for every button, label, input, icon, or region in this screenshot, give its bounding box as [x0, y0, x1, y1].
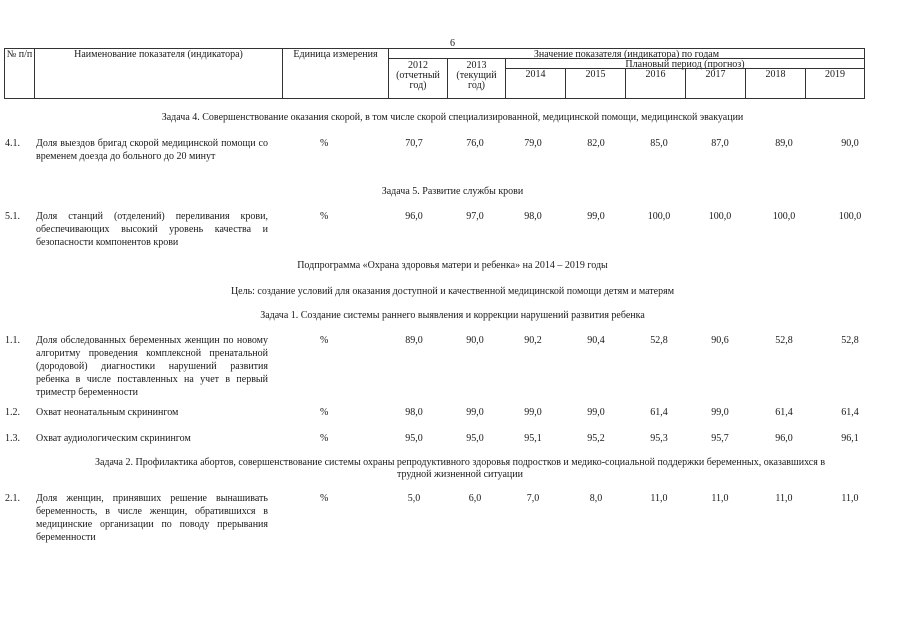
value-2018: 100,0 [772, 211, 796, 222]
header-values-title: Значение показателя (индикатора) по годам [388, 48, 865, 59]
value-2015: 8,0 [589, 493, 603, 504]
row-unit: % [320, 211, 329, 222]
value-2012: 89,0 [405, 335, 423, 346]
section-task5: Задача 5. Развитие службы крови [381, 186, 524, 197]
row-name: Охват аудиологическим скринингом [36, 433, 191, 444]
row-name: Доля обследованных беременных женщин по новому алгоритму проведения комплексной пренатальной (дородовой) диагностики нарушений развития ребенка в числе поставленных на учет в первый триместр беременности [36, 335, 268, 398]
value-2014: 90,2 [524, 335, 542, 346]
value-2012: 98,0 [405, 407, 423, 418]
header-year-2015: 2015 [565, 68, 626, 99]
header-2012: 2012 (отчетный год) [388, 58, 448, 99]
header-name: Наименование показателя (индикатора) [34, 48, 283, 99]
header-year-2014: 2014 [505, 68, 566, 99]
row-number: 5.1. [5, 211, 20, 222]
row-name: Доля станций (отделений) переливания крови, обеспечивающих высокий уровень качества и безопасности компонентов крови [36, 211, 268, 248]
header-year-2018: 2018 [745, 68, 806, 99]
row-number: 1.2. [5, 407, 20, 418]
value-2018: 11,0 [775, 493, 793, 504]
row-number: 1.3. [5, 433, 20, 444]
row-name: Охват неонатальным скринингом [36, 407, 179, 418]
value-2019: 52,8 [841, 335, 859, 346]
section-task4: Задача 4. Совершенствование оказания скорой, в том числе скорой специализированной, медицинской помощи, медицинской эвакуации [161, 112, 744, 123]
value-2018: 96,0 [775, 433, 793, 444]
section-task2: Задача 2. Профилактика абортов, совершенствование системы охраны репродуктивного здоровья подростков и медико-социальной поддержки беременных, оказавшихся в трудной жизненной ситуации [94, 457, 826, 480]
header-plan-period: Плановый период (прогноз) [505, 58, 865, 69]
row-unit: % [320, 407, 329, 418]
section-task1: Задача 1. Создание системы раннего выявления и коррекции нарушений развития ребенка [260, 310, 645, 321]
value-2017: 100,0 [708, 211, 732, 222]
value-2016: 52,8 [650, 335, 668, 346]
row-name: Доля женщин, принявших решение вынашивать беременность, в числе женщин, обратившихся в медицинские организации по поводу прерывания беременности [36, 493, 268, 543]
header-num: № п/п [4, 48, 35, 99]
value-2015: 99,0 [587, 407, 605, 418]
table-header [4, 48, 865, 99]
subprogram-title: Подпрограмма «Охрана здоровья матери и ребенка» на 2014 – 2019 годы [297, 260, 608, 271]
value-2019: 11,0 [841, 493, 859, 504]
value-2017: 87,0 [711, 138, 729, 149]
value-2019: 96,1 [841, 433, 859, 444]
header-unit: Единица измерения [282, 48, 389, 99]
value-2015: 95,2 [587, 433, 605, 444]
row-unit: % [320, 335, 329, 346]
value-2016: 85,0 [650, 138, 668, 149]
header-year-2017: 2017 [685, 68, 746, 99]
value-2013: 97,0 [466, 211, 484, 222]
row-unit: % [320, 493, 329, 504]
value-2016: 100,0 [647, 211, 671, 222]
value-2013: 95,0 [466, 433, 484, 444]
value-2014: 79,0 [524, 138, 542, 149]
row-unit: % [320, 138, 329, 149]
value-2019: 61,4 [841, 407, 859, 418]
value-2013: 76,0 [466, 138, 484, 149]
value-2015: 82,0 [587, 138, 605, 149]
value-2012: 5,0 [407, 493, 421, 504]
value-2016: 95,3 [650, 433, 668, 444]
goal-title: Цель: создание условий для оказания доступной и качественной медицинской помощи детям и матерям [230, 286, 675, 297]
value-2013: 90,0 [466, 335, 484, 346]
value-2014: 7,0 [526, 493, 540, 504]
value-2015: 99,0 [587, 211, 605, 222]
header-2013: 2013 (текущий год) [447, 58, 506, 99]
value-2017: 90,6 [711, 335, 729, 346]
value-2012: 96,0 [405, 211, 423, 222]
value-2012: 70,7 [405, 138, 423, 149]
value-2017: 99,0 [711, 407, 729, 418]
page-number: 6 [450, 38, 455, 49]
value-2014: 95,1 [524, 433, 542, 444]
row-number: 2.1. [5, 493, 20, 504]
value-2013: 6,0 [468, 493, 482, 504]
row-number: 1.1. [5, 335, 20, 346]
value-2019: 90,0 [841, 138, 859, 149]
value-2014: 98,0 [524, 211, 542, 222]
header-year-2019: 2019 [805, 68, 865, 99]
value-2018: 52,8 [775, 335, 793, 346]
value-2019: 100,0 [838, 211, 862, 222]
value-2012: 95,0 [405, 433, 423, 444]
value-2018: 61,4 [775, 407, 793, 418]
value-2013: 99,0 [466, 407, 484, 418]
value-2016: 11,0 [650, 493, 668, 504]
value-2018: 89,0 [775, 138, 793, 149]
value-2015: 90,4 [587, 335, 605, 346]
value-2017: 95,7 [711, 433, 729, 444]
value-2016: 61,4 [650, 407, 668, 418]
value-2017: 11,0 [711, 493, 729, 504]
row-unit: % [320, 433, 329, 444]
row-number: 4.1. [5, 138, 20, 149]
header-year-2016: 2016 [625, 68, 686, 99]
value-2014: 99,0 [524, 407, 542, 418]
row-name: Доля выездов бригад скорой медицинской помощи со временем доезда до больного до 20 минут [36, 138, 268, 162]
